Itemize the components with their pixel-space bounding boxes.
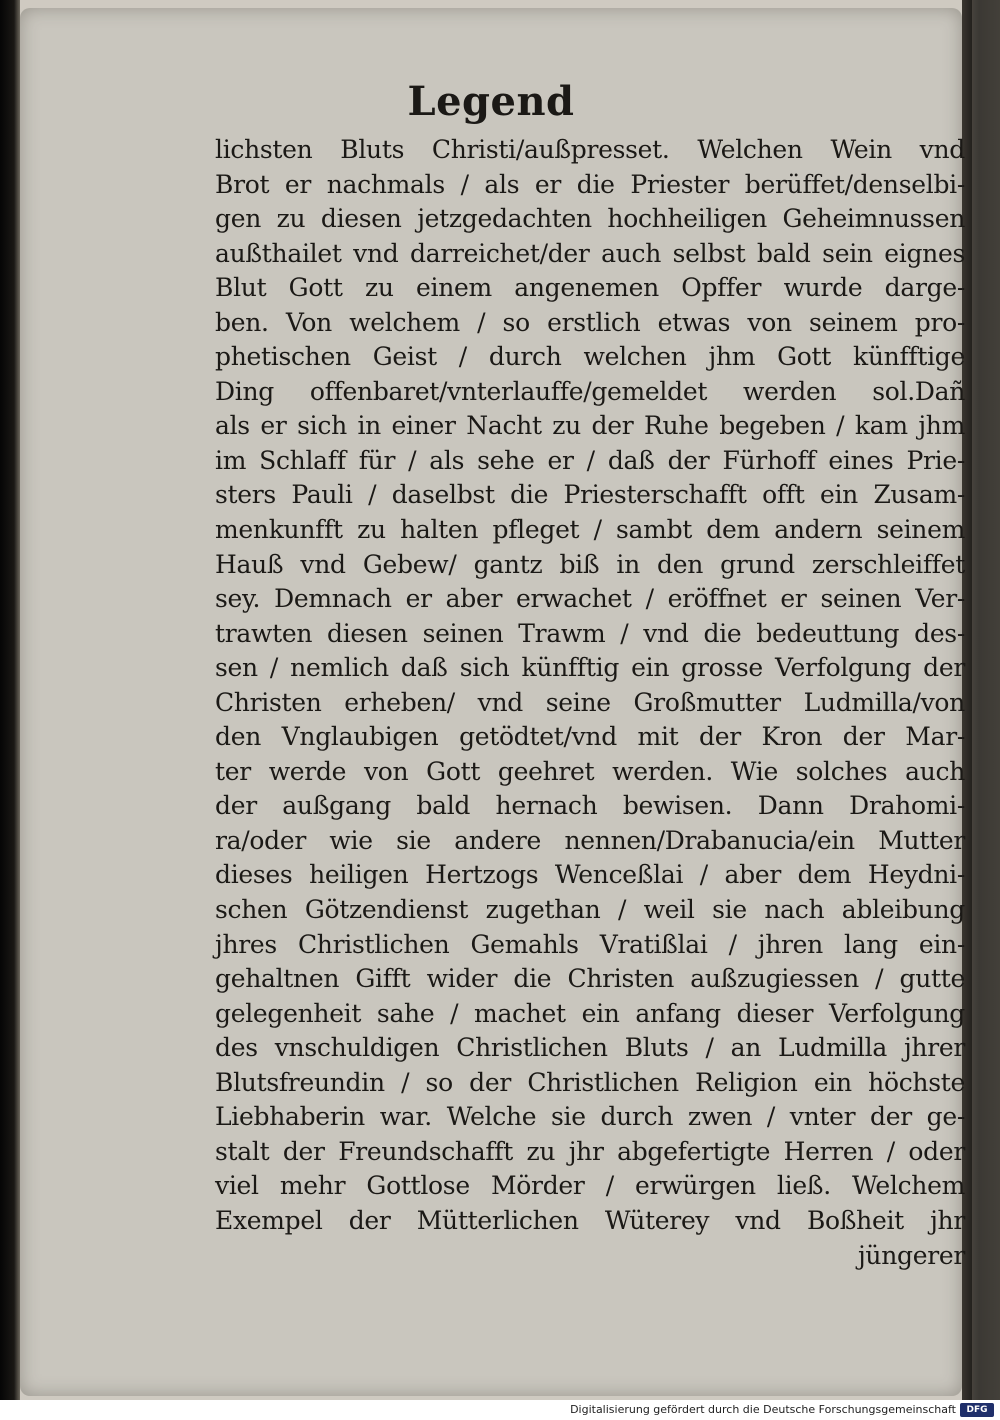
text-line: den Vnglaubigen getödtet/vnd mit der Kron der Mar- [215, 722, 965, 752]
text-line: Christen erheben/ vnd seine Großmutter Ludmilla/von [215, 687, 965, 717]
text-line: trawten diesen seinen Trawm / vnd die bedeuttung des- [215, 618, 965, 648]
scan-left-shadow [0, 0, 20, 1400]
text-line: als er sich in einer Nacht zu der Ruhe begeben / kam jhm [215, 411, 965, 441]
text-line: schen Götzendienst zugethan / weil sie nach ableibung [215, 895, 965, 925]
text-line: außthailet vnd darreichet/der auch selbst bald sein eignes [215, 238, 965, 268]
text-line: viel mehr Gottlose Mörder / erwürgen ließ. Welchem [215, 1171, 965, 1201]
funding-notice: Digitalisierung gefördert durch die Deutsche Forschungsgemeinschaft [570, 1403, 956, 1416]
text-line: gehaltnen Gifft wider die Christen außzugiessen / gutte [215, 964, 965, 994]
text-line: dieses heiligen Hertzogs Wenceßlai / aber dem Heydni- [215, 860, 965, 890]
catchword: jüngerer [857, 1240, 965, 1270]
text-line: ter werde von Gott geehret werden. Wie solches auch [215, 756, 965, 786]
dfg-logo: DFG [960, 1403, 994, 1417]
text-line: sters Pauli / daselbst die Priesterschafft offt ein Zusam- [215, 480, 965, 510]
text-line: Blut Gott zu einem angenemen Opffer wurde darge- [215, 273, 965, 303]
book-page [20, 8, 965, 1396]
page-text [215, 133, 965, 1273]
text-line: im Schlaff für / als sehe er / daß der Fürhoff eines Prie- [215, 445, 965, 475]
text-line: Ding offenbaret/vnterlauffe/gemeldet werden sol.Dañ [215, 376, 965, 406]
text-line: sey. Demnach er aber erwachet / eröffnet er seinen Ver- [215, 584, 965, 614]
text-line: stalt der Freundschafft zu jhr abgefertigte Herren / oder [215, 1136, 965, 1166]
text-line: Liebhaberin war. Welche sie durch zwen / vnter der ge- [215, 1102, 965, 1132]
text-line: menkunfft zu halten pfleget / sambt dem andern seinem [215, 515, 965, 545]
text-line: gen zu diesen jetzgedachten hochheiligen Geheimnussen [215, 204, 965, 234]
running-header: Legend [407, 78, 575, 125]
text-line: der außgang bald hernach bewisen. Dann Drahomi- [215, 791, 965, 821]
text-line: ben. Von welchem / so erstlich etwas von seinem pro- [215, 307, 965, 337]
footer-bar [0, 1400, 1000, 1420]
text-line: gelegenheit sahe / machet ein anfang dieser Verfolgung [215, 998, 965, 1028]
text-line: phetischen Geist / durch welchen jhm Gott künfftige [215, 342, 965, 372]
text-line: Exempel der Mütterlichen Wüterey vnd Boßheit jhr [215, 1205, 965, 1235]
text-line: ra/oder wie sie andere nennen/Drabanucia/ein Mutter [215, 825, 965, 855]
text-line: Brot er nachmals / als er die Priester berüffet/denselbi- [215, 169, 965, 199]
text-line: Blutsfreundin / so der Christlichen Religion ein höchste [215, 1067, 965, 1097]
text-line: Hauß vnd Gebew/ gantz biß in den grund zerschleiffet [215, 549, 965, 579]
text-line: jhres Christlichen Gemahls Vratißlai / jhren lang ein- [215, 929, 965, 959]
text-line: sen / nemlich daß sich künfftig ein grosse Verfolgung der [215, 653, 965, 683]
text-line: lichsten Bluts Christi/außpresset. Welchen Wein vnd [215, 135, 965, 164]
text-line: des vnschuldigen Christlichen Bluts / an Ludmilla jhrer [215, 1033, 965, 1063]
scan-right-strip [972, 0, 1000, 1400]
